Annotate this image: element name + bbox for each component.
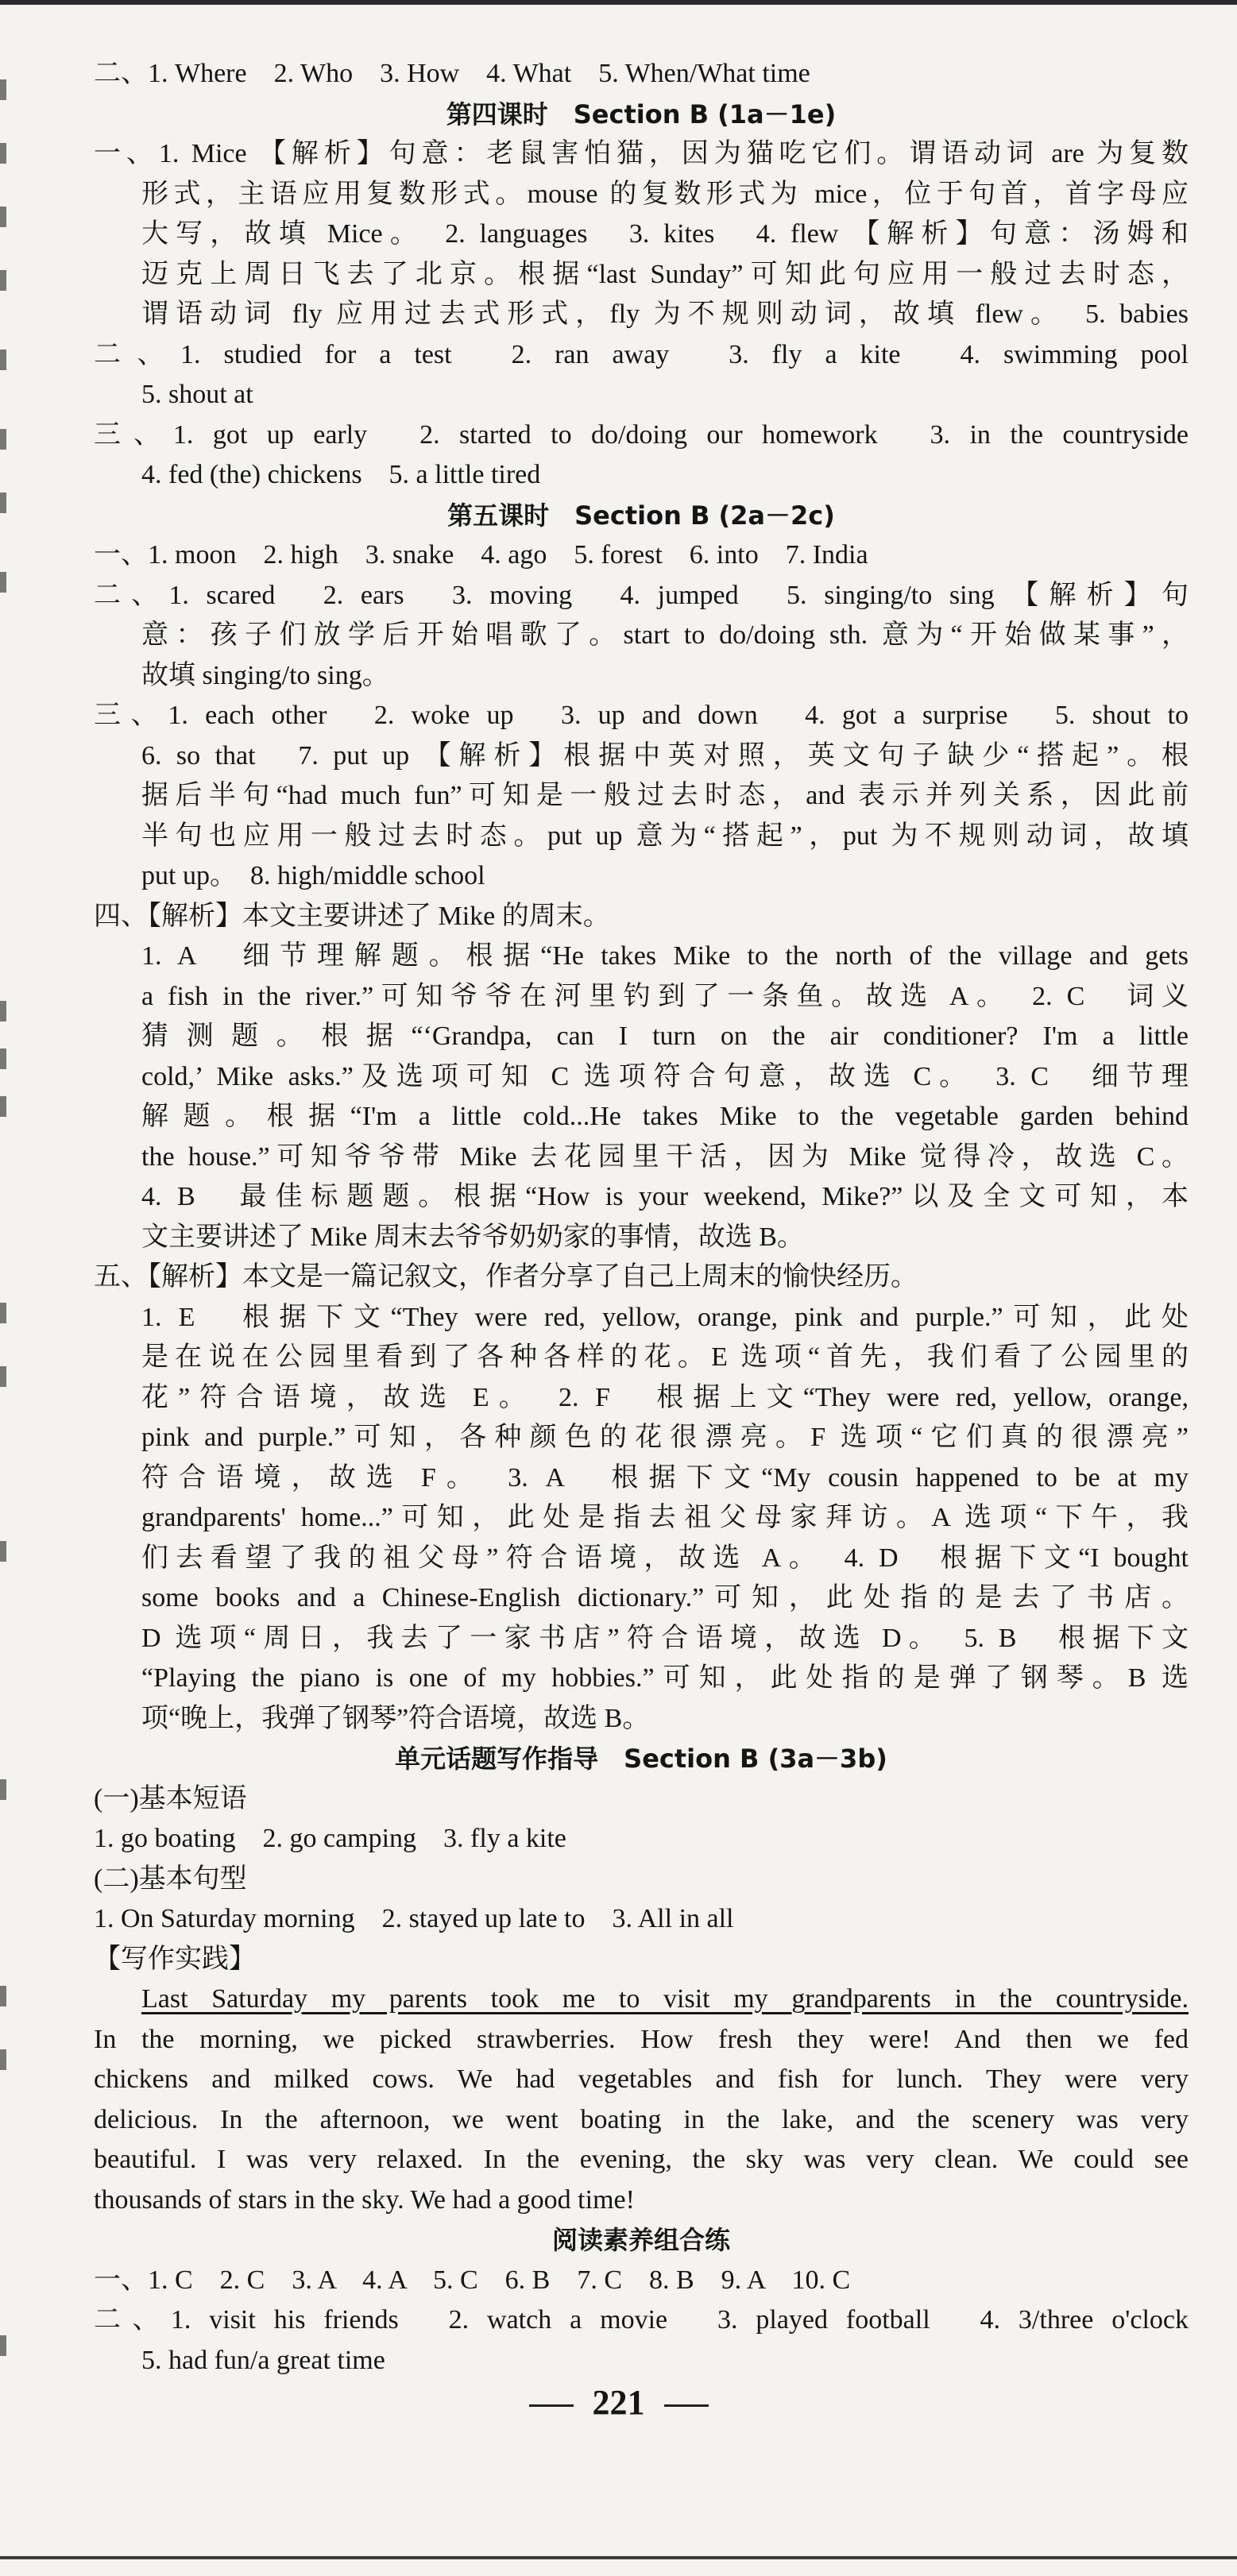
text-line: (二)基本句型: [94, 1863, 247, 1894]
page-footer: [0, 2383, 1237, 2423]
text-line: 意：孩子们放学后开始唱歌了。start to do/doing sth. 意为“开始做某事”，: [141, 620, 1189, 650]
text-line: delicious. In the afternoon, we went boating in the lake, and the scenery was very: [94, 2104, 1189, 2134]
text-line: 【写作实践】: [94, 1944, 256, 1974]
text-line: 三、1. each other 2. woke up 3. up and down 4. got a surprise 5. shout to: [94, 701, 1189, 730]
text-line: 解题。根据“I'm a little cold...He takes Mike to the vegetable garden behind: [141, 1102, 1189, 1131]
text-line: 6. so that 7. put up 【解析】根据中英对照，英文句子缺少“搭起”。根: [141, 740, 1189, 770]
footer-dash-left: [529, 2404, 574, 2407]
text-line: 4. fed (the) chickens 5. a little tired: [141, 460, 541, 489]
text-line: 符合语境，故选 F。 3. A 根据下文“My cousin happened to be at my: [141, 1462, 1189, 1493]
text-line: 1. On Saturday morning 2. stayed up late to 3. All in all: [94, 1904, 734, 1933]
text-line: 4. B 最佳标题题。根据“How is your weekend, Mike?”以及全文可知，本: [141, 1182, 1189, 1211]
bottom-rule: [0, 2556, 1237, 2559]
answer-key-page: [94, 54, 1189, 2381]
text-line: pink and purple.”可知，各种颜色的花很漂亮。F 选项“它们真的很漂亮”: [141, 1423, 1189, 1452]
text-line: 文主要讲述了 Mike 周末去爷爷奶奶家的事情，故选 B。: [141, 1222, 804, 1252]
page-number: 221: [592, 2383, 645, 2422]
section-heading: 单元话题写作指导 Section B (3a－3b): [395, 1744, 887, 1774]
text-line: grandparents' home...”可知，此处是指去祖父母家拜访。A 选项“下午，我: [141, 1503, 1189, 1532]
text-line: the house.”可知爷爷带 Mike 去花园里干活，因为 Mike 觉得冷，故选 C。: [141, 1141, 1189, 1172]
text-line: 半句也应用一般过去时态。put up 意为“搭起”，put 为不规则动词，故填: [141, 821, 1189, 851]
section-heading: 第四课时 Section B (1a－1e): [446, 98, 837, 129]
text-line: 1. E 根据下文“They were red, yellow, orange, pink and purple.”可知，此处: [141, 1302, 1189, 1332]
text-line: Last Saturday my parents took me to visit my grandparents in the countryside.: [141, 1984, 1189, 2014]
section-heading: 阅读素养组合练: [551, 2225, 730, 2255]
text-line: 迈克上周日飞去了北京。根据“last Sunday”可知此句应用一般过去时态，: [141, 259, 1189, 289]
text-line: 猜测题。根据“‘Grandpa, can I turn on the air conditioner? I'm a little: [141, 1022, 1189, 1051]
text-line: 三、1. got up early 2. started to do/doing our homework 3. in the countryside: [94, 419, 1189, 450]
text-line: 二、1. visit his friends 2. watch a movie 3. played football 4. 3/three o'clock: [94, 2305, 1189, 2335]
text-line: 一、1. Mice 【解析】句意：老鼠害怕猫，因为猫吃它们。谓语动词 are 为复数: [94, 139, 1189, 168]
text-line: 四、【解析】本文主要讲述了 Mike 的周末。: [94, 901, 610, 931]
text-line: 故填 singing/to sing。: [141, 660, 389, 690]
footer-dash-right: [664, 2404, 709, 2407]
text-line: 1. A 细节理解题。根据“He takes Mike to the north of the village and gets: [141, 941, 1189, 971]
text-line: 1. go boating 2. go camping 3. fly a kite: [94, 1824, 566, 1853]
text-line: 5. had fun/a great time: [141, 2345, 385, 2375]
section-heading: 第五课时 Section B (2a－2c): [447, 500, 835, 531]
text-line: In the morning, we picked strawberries. How fresh they were! And then we fed: [94, 2024, 1189, 2054]
text-line: 一、1. C 2. C 3. A 4. A 5. C 6. B 7. C 8. B 9. A 10. C: [94, 2265, 851, 2295]
text-line: 花”符合语境，故选 E。 2. F 根据上文“They were red, yellow, orange,: [141, 1382, 1189, 1412]
text-line: 5. shout at: [141, 380, 253, 409]
text-line: 据后半句“had much fun”可知是一般过去时态，and 表示并列关系，因此前: [141, 781, 1189, 810]
text-line: thousands of stars in the sky. We had a good time!: [94, 2184, 635, 2215]
text-line: 谓语动词 fly 应用过去式形式，fly 为不规则动词，故填 flew。 5. babies: [141, 299, 1189, 329]
text-line: 五、【解析】本文是一篇记叙文，作者分享了自己上周末的愉快经历。: [94, 1262, 918, 1292]
text-line: 们去看望了我的祖父母”符合语境，故选 A。 4. D 根据下文“I bought: [141, 1543, 1189, 1573]
text-line: 形式，主语应用复数形式。mouse 的复数形式为 mice，位于句首，首字母应: [141, 179, 1189, 209]
text-line: 是在说在公园里看到了各种各样的花。E 选项“首先，我们看了公园里的: [141, 1342, 1189, 1372]
text-line: 项“晚上，我弹了钢琴”符合语境，故选 B。: [141, 1703, 650, 1733]
binding-edge-marks: [0, 48, 11, 2351]
text-line: put up。 8. high/middle school: [141, 861, 485, 890]
text-line: 二、1. Where 2. Who 3. How 4. What 5. When/What time: [94, 59, 810, 88]
text-line: cold,’ Mike asks.”及选项可知 C 选项符合句意，故选 C。 3. C 细节理: [141, 1061, 1189, 1091]
text-line: (一)基本短语: [94, 1783, 247, 1813]
text-line: 一、1. moon 2. high 3. snake 4. ago 5. forest 6. into 7. India: [94, 540, 868, 570]
text-line: a fish in the river.”可知爷爷在河里钓到了一条鱼。故选 A。 2. C 词义: [141, 981, 1189, 1011]
top-rule: [0, 0, 1237, 5]
text-line: 二、1. scared 2. ears 3. moving 4. jumped 5. singing/to sing 【解析】句: [94, 580, 1189, 610]
text-line: 大写，故填 Mice。 2. languages 3. kites 4. flew 【解析】句意：汤姆和: [141, 219, 1189, 249]
text-line: some books and a Chinese-English dictionary.”可知，此处指的是去了书店。: [141, 1583, 1189, 1612]
text-line: “Playing the piano is one of my hobbies.”可知，此处指的是弹了钢琴。B 选: [141, 1663, 1189, 1693]
text-line: 二、1. studied for a test 2. ran away 3. fly a kite 4. swimming pool: [94, 339, 1189, 369]
text-line: chickens and milked cows. We had vegetables and fish for lunch. They were very: [94, 2064, 1189, 2094]
text-line: D 选项“周日，我去了一家书店”符合语境，故选 D。 5. B 根据下文: [141, 1623, 1189, 1653]
text-line: beautiful. I was very relaxed. In the evening, the sky was very clean. We could see: [94, 2145, 1189, 2174]
